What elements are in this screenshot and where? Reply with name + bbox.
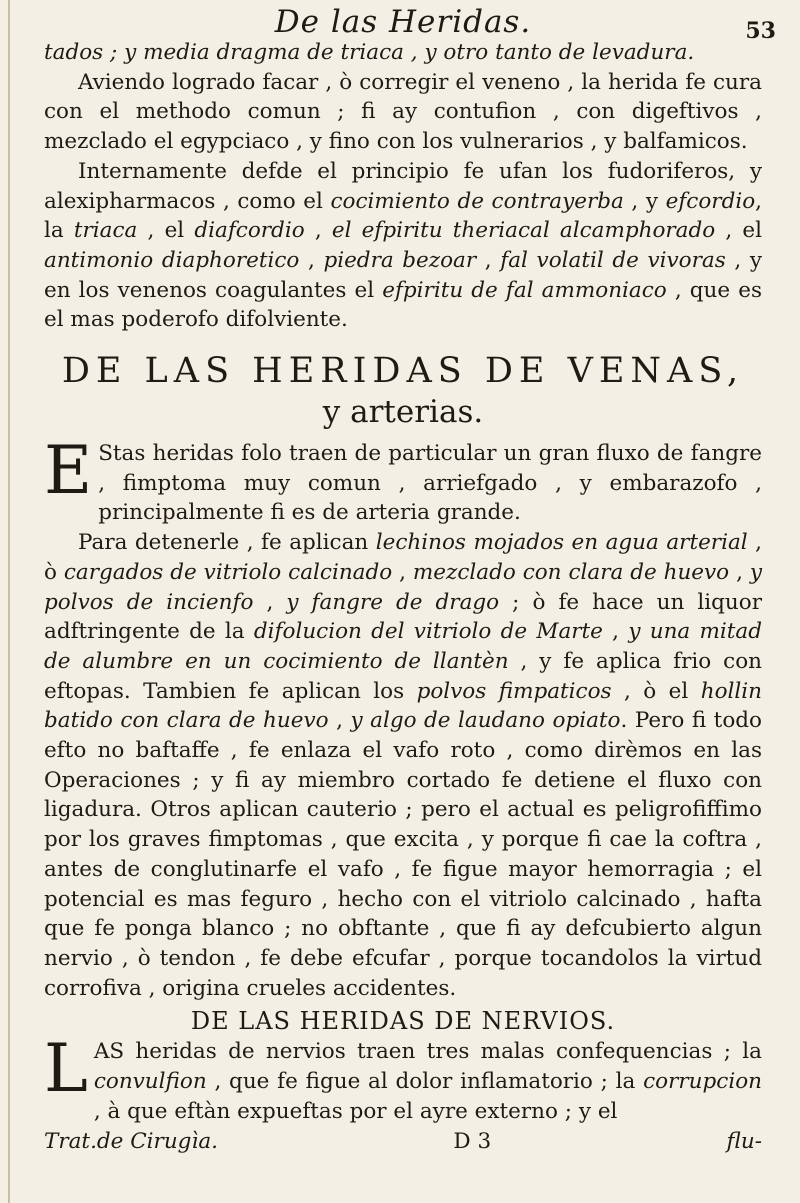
body-text xyxy=(44,38,762,1156)
catchword: flu- xyxy=(726,1128,762,1154)
paragraph-venas-treatment: Para detenerle , fe aplican lechinos mojados en agua arterial , ò cargados de vitriolo calcinado , mezclado con clara de huevo , y polvos de incienfo , y fangre de drago ; ò fe hace un liquor adftringente de la difolucion del vitriolo de Marte , y una mitad de alumbre en un cocimiento de llantèn , y fe aplica frio con eftopas. Tambien fe aplican los polvos fimpaticos , ò el hollin batido con clara de huevo , y algo de laudano opiato. Pero fi todo efto no baftaffe , fe enlaza el vafo roto , como dirèmos en las Operaciones ; y fi ay miembro cortado fe detiene el fluxo con ligadura. Otros aplican cauterio ; pero el actual es peligrofiffimo por los graves fimptomas , que excita , y porque fi cae la coftra , antes de conglutinarfe el vafo , fe figue mayor hemorragia ; el potencial es mas feguro , hecho con el vitriolo calcinado , hafta que fe ponga blanco ; no obftante , que fi ay defcubierto algun nervio , ò tendon , fe debe efcufar , porque tocandolos la virtud corrofiva , origina crueles accidentes. xyxy=(44,530,763,1001)
drop-cap: E xyxy=(44,432,93,510)
footer-title: Trat.de Cirugìa. xyxy=(44,1128,218,1154)
paragraph-treatment: Aviendo logrado facar , ò corregir el veneno , la herida fe cura con el methodo comun ; fi ay contufion , con digeftivos , mezclado el egypciaco , y fino con los vulnerarios , y balfamicos. xyxy=(44,69,762,155)
book-page xyxy=(44,0,776,1203)
page-edge-shadow xyxy=(8,0,10,1203)
drop-cap: L xyxy=(44,1030,88,1108)
paragraph-continuation: tados ; y media dragma de triaca , y otro tanto de levadura. xyxy=(44,40,695,65)
running-head: De las Heridas. xyxy=(274,4,532,40)
section-subtitle-arterias: y arterias. xyxy=(322,394,484,431)
paragraph-internal-remedies: Internamente defde el principio fe ufan los fudoriferos, y alexipharmacos , como el cocimiento de contrayerba , y efcordio, la triaca , el diafcordio , el efpiritu theriacal alcamphorado , el antimonio diaphoretico , piedra bezoar , fal volatil de vivoras , y en los venenos coagulantes el efpiritu de fal ammoniaco , que es el mas poderofo difolviente. xyxy=(44,158,763,333)
paragraph-venas-intro: E Stas heridas folo traen de particular un gran fluxo de fangre , fimptoma muy comun , arriefgado , y embarazofo , principalmente fi es de arteria grande. xyxy=(44,432,762,526)
section-title-venas: DE LAS HERIDAS DE VENAS, xyxy=(61,351,745,392)
page-number: 53 xyxy=(745,18,776,44)
section-title-nervios: DE LAS HERIDAS DE NERVIOS. xyxy=(190,1007,616,1036)
signature-mark: D 3 xyxy=(453,1128,492,1154)
page-footer xyxy=(44,1127,762,1157)
paragraph-nervios: LAS heridas de nervios traen tres malas confequencias ; la convulfion , que fe figue al dolor inflamatorio ; la corrupcion , à que eftàn expueftas por el ayre externo ; y el xyxy=(44,1030,762,1124)
